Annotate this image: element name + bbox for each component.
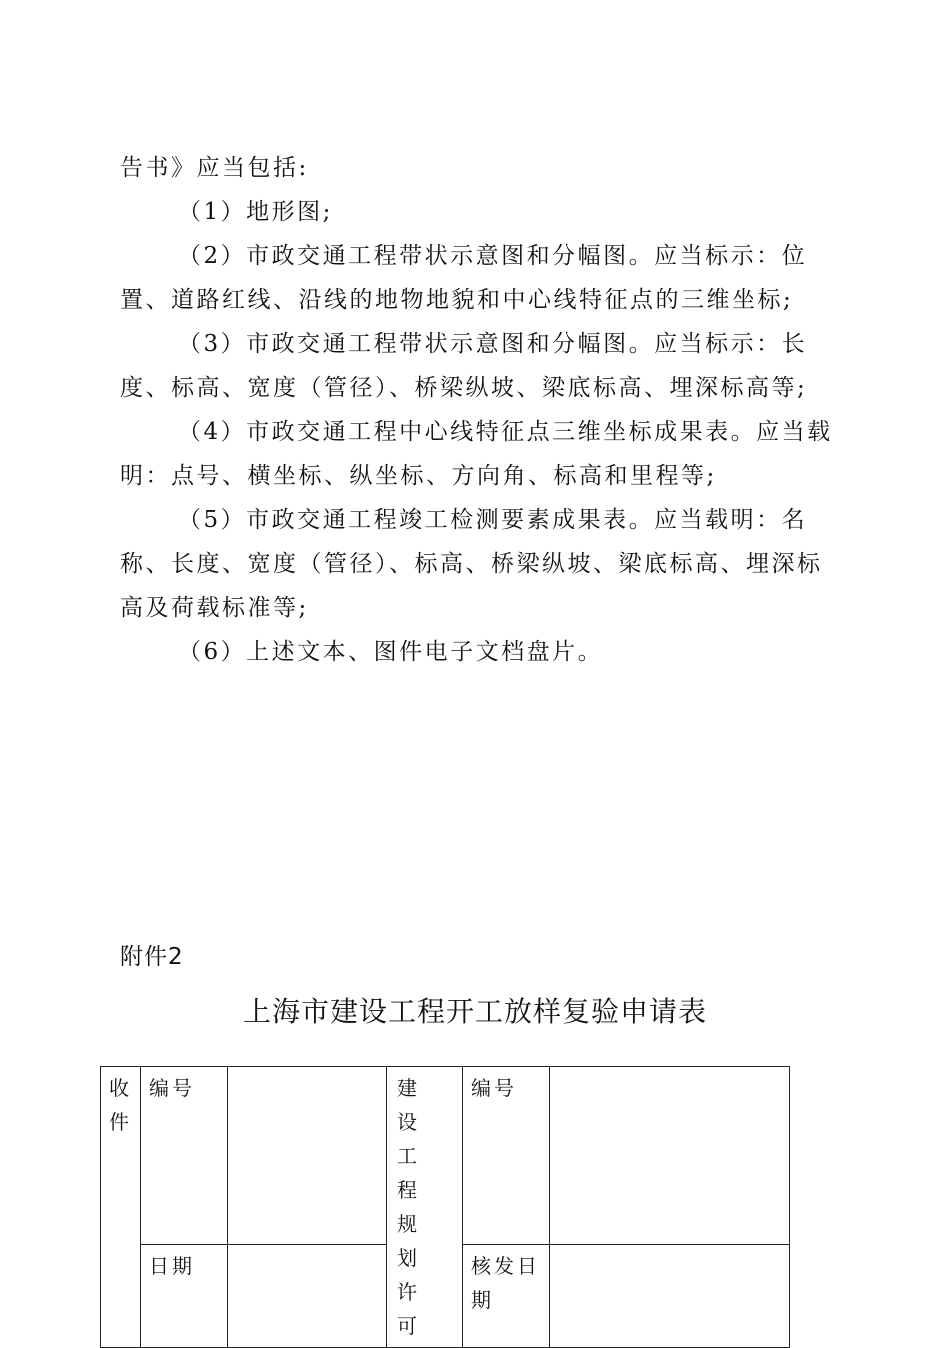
paragraph-item-5: （5）市政交通工程竣工检测要素成果表。应当载明：名称、长度、宽度（管径）、标高、桥梁纵坡、梁底标高、埋深标高及荷载标准等; [120, 507, 823, 621]
issue-date-value-cell[interactable] [550, 1245, 790, 1348]
issue-date-label: 核发日期 [463, 1245, 550, 1348]
receipt-label: 收件 [101, 1067, 141, 1348]
paragraph-item-6: （6）上述文本、图件电子文档盘片。 [178, 639, 604, 665]
number-label: 编号 [141, 1067, 228, 1245]
number-value-cell[interactable] [228, 1067, 387, 1245]
paragraph-intro: 告书》应当包括: [120, 155, 309, 181]
paragraph-item-3: （3）市政交通工程带状示意图和分幅图。应当标示：长度、标高、宽度（管径）、桥梁纵坡、梁底标高、埋深标高等; [120, 331, 808, 401]
paragraph-item-1: （1）地形图; [178, 199, 333, 225]
application-form-table [100, 1066, 790, 1348]
paragraph-item-2: （2）市政交通工程带状示意图和分幅图。应当标示：位置、道路红线、沿线的地物地貌和中心线特征点的三维坐标; [120, 243, 808, 313]
date-value-cell[interactable] [228, 1245, 387, 1348]
attachment-label: 附件2 [120, 944, 184, 970]
permit-number-value-cell[interactable] [550, 1067, 790, 1245]
permit-label: 建设工程规划许可 [387, 1067, 463, 1348]
date-label: 日期 [141, 1245, 228, 1348]
form-title: 上海市建设工程开工放样复验申请表 [242, 995, 707, 1028]
paragraph-item-4: （4）市政交通工程中心线特征点三维坐标成果表。应当载明：点号、横坐标、纵坐标、方向角、标高和里程等; [120, 419, 833, 489]
permit-number-label: 编号 [463, 1067, 550, 1245]
